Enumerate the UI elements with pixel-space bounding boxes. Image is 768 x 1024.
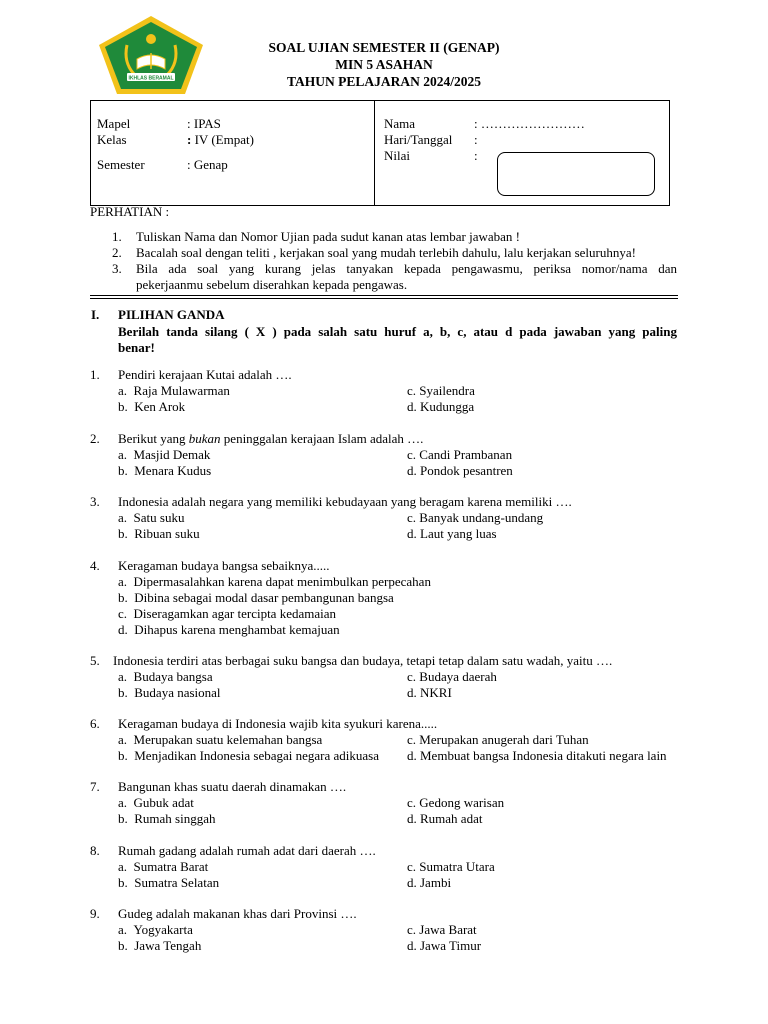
option-c[interactable]: c. Syailendra [407, 383, 475, 398]
kelas-value: : IV (Empat) [187, 132, 254, 147]
question-number: 7. [90, 779, 100, 794]
question-number: 1. [90, 367, 100, 382]
option-a[interactable]: a. Yogyakarta [118, 922, 193, 937]
perhatian-text: Bacalah soal dengan teliti , kerjakan soal yang mudah terlebih dahulu, lalu kerjakan seluruhnya! [136, 245, 636, 260]
option-c[interactable]: c. Merupakan anugerah dari Tuhan [407, 732, 589, 747]
section-number: I. [91, 307, 100, 322]
hari-tanggal-label: Hari/Tanggal [384, 132, 453, 147]
question-number: 9. [90, 906, 100, 921]
option-c[interactable]: c. Banyak undang-undang [407, 510, 544, 525]
question-number: 4. [90, 558, 100, 573]
option-c[interactable]: c. Jawa Barat [407, 922, 477, 937]
divider-line [90, 295, 678, 296]
section-title: PILIHAN GANDA [118, 307, 225, 322]
academic-year: TAHUN PELAJARAN 2024/2025 [286, 74, 481, 89]
question-text: Pendiri kerajaan Kutai adalah …. [118, 367, 292, 382]
perhatian-text: Bila ada soal yang kurang jelas tanyakan kepada pengawasmu, periksa nomor/nama dan [136, 261, 677, 276]
mapel-label: Mapel [97, 116, 131, 131]
option-b[interactable]: b. Jawa Tengah [118, 938, 202, 953]
option-c[interactable]: c. Gedong warisan [407, 795, 505, 810]
option-a[interactable]: a. Budaya bangsa [118, 669, 213, 684]
section-instruction-cont: benar! [118, 340, 155, 355]
question-number: 5. [90, 653, 100, 668]
option-a[interactable]: a. Masjid Demak [118, 447, 211, 462]
option-d[interactable]: d. Laut yang luas [407, 526, 497, 541]
question-number: 3. [90, 494, 100, 509]
option-a[interactable]: a. Gubuk adat [118, 795, 194, 810]
divider-line [90, 298, 678, 299]
kelas-label: Kelas [97, 132, 127, 147]
question-text: Indonesia adalah negara yang memiliki kebudayaan yang beragam karena memiliki …. [118, 494, 572, 509]
logo-text: IKHLAS BERAMAL [128, 75, 174, 82]
semester-value: : Genap [187, 157, 228, 172]
question-number: 2. [90, 431, 100, 446]
perhatian-title: PERHATIAN : [90, 204, 170, 219]
question-text: Keragaman budaya bangsa sebaiknya..... [118, 558, 330, 573]
option-b[interactable]: b. Ribuan suku [118, 526, 200, 541]
option-a[interactable]: a. Dipermasalahkan karena dapat menimbulkan perpecahan [118, 574, 431, 589]
semester-label: Semester [97, 157, 145, 172]
option-a[interactable]: a. Sumatra Barat [118, 859, 209, 874]
option-c[interactable]: c. Sumatra Utara [407, 859, 495, 874]
option-d[interactable]: d. NKRI [407, 685, 452, 700]
nilai-score-box[interactable] [497, 152, 655, 196]
option-a[interactable]: a. Merupakan suatu kelemahan bangsa [118, 732, 323, 747]
info-box-divider [374, 100, 375, 206]
option-b[interactable]: b. Rumah singgah [118, 811, 216, 826]
question-text: Berikut yang bukan peninggalan kerajaan Islam adalah …. [118, 431, 424, 446]
perhatian-num: 1. [112, 229, 122, 244]
option-a[interactable]: a. Satu suku [118, 510, 185, 525]
option-d[interactable]: d. Rumah adat [407, 811, 483, 826]
question-text: Gudeg adalah makanan khas dari Provinsi …. [118, 906, 357, 921]
option-d[interactable]: d. Pondok pesantren [407, 463, 513, 478]
option-b[interactable]: b. Budaya nasional [118, 685, 221, 700]
option-b[interactable]: b. Sumatra Selatan [118, 875, 220, 890]
perhatian-text: Tuliskan Nama dan Nomor Ujian pada sudut kanan atas lembar jawaban ! [136, 229, 521, 244]
nama-field[interactable]: : …………………… [474, 116, 585, 131]
section-instruction: Berilah tanda silang ( X ) pada salah satu huruf a, b, c, atau d pada jawaban yang paling [118, 324, 677, 339]
option-a[interactable]: a. Raja Mulawarman [118, 383, 230, 398]
option-b[interactable]: b. Ken Arok [118, 399, 186, 414]
hari-tanggal-field[interactable]: : [474, 132, 478, 147]
option-c[interactable]: c. Diseragamkan agar tercipta kedamaian [118, 606, 337, 621]
question-text: Keragaman budaya di Indonesia wajib kita syukuri karena..... [118, 716, 438, 731]
option-d[interactable]: d. Dihapus karena menghambat kemajuan [118, 622, 340, 637]
option-c[interactable]: c. Budaya daerah [407, 669, 497, 684]
perhatian-num: 3. [112, 261, 122, 276]
question-text: Indonesia terdiri atas berbagai suku bangsa dan budaya, tetapi tetap dalam satu wadah, yaitu …. [113, 653, 613, 668]
nilai-colon: : [474, 148, 478, 163]
question-text: Rumah gadang adalah rumah adat dari daerah …. [118, 843, 376, 858]
perhatian-text-cont: pekerjaanmu sebelum diserahkan kepada pengawas. [136, 277, 408, 292]
option-d[interactable]: d. Jawa Timur [407, 938, 482, 953]
perhatian-num: 2. [112, 245, 122, 260]
question-number: 8. [90, 843, 100, 858]
question-number: 6. [90, 716, 100, 731]
option-c[interactable]: c. Candi Prambanan [407, 447, 513, 462]
nama-label: Nama [384, 116, 416, 131]
option-b[interactable]: b. Menjadikan Indonesia sebagai negara adikuasa [118, 748, 379, 763]
option-b[interactable]: b. Dibina sebagai modal dasar pembangunan bangsa [118, 590, 394, 605]
school-name: MIN 5 ASAHAN [335, 57, 433, 72]
exam-title: SOAL UJIAN SEMESTER II (GENAP) [268, 40, 500, 55]
question-text: Bangunan khas suatu daerah dinamakan …. [118, 779, 347, 794]
option-b[interactable]: b. Menara Kudus [118, 463, 212, 478]
nilai-label: Nilai [384, 148, 410, 163]
mapel-value: : IPAS [187, 116, 221, 131]
option-d[interactable]: d. Jambi [407, 875, 452, 890]
option-d[interactable]: d. Kudungga [407, 399, 475, 414]
option-d[interactable]: d. Membuat bangsa Indonesia ditakuti negara lain [407, 748, 667, 763]
